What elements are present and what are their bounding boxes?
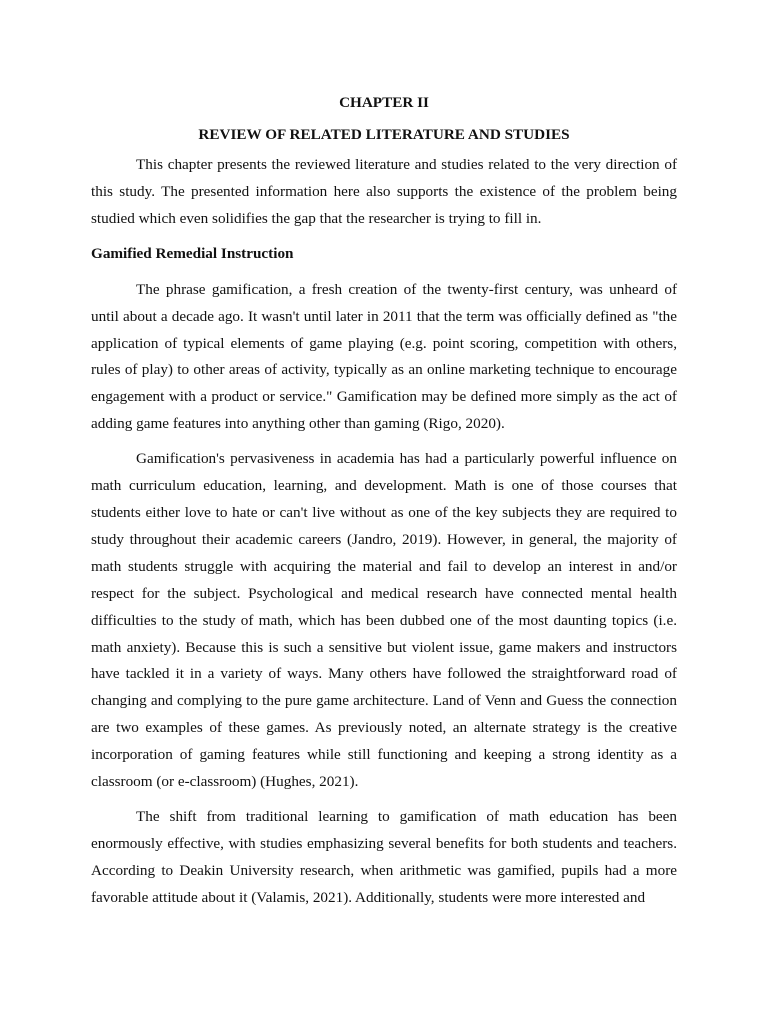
chapter-title: REVIEW OF RELATED LITERATURE AND STUDIES — [198, 126, 570, 143]
section-heading: Gamified Remedial Instruction — [91, 244, 294, 262]
intro-paragraph: This chapter presents the reviewed literature and studies related to the very direction of this study. The presented information here also supports the existence of the problem being studied which even solidifies the gap that the researcher is trying to fill in. — [91, 156, 677, 227]
body-paragraph: The shift from traditional learning to gamification of math education has been enormously effective, with studies emphasizing several benefits for both students and teachers. According to Deakin University research, when arithmetic was gamified, pupils had a more favorable attitude about it (Valamis, 2021). Additionally, students were more interested and — [91, 807, 677, 906]
chapter-number: CHAPTER II — [339, 94, 429, 111]
page-content — [91, 90, 677, 912]
body-paragraph: The phrase gamification, a fresh creation of the twenty-first century, was unheard of until about a decade ago. It wasn't until later in 2011 that the term was officially defined as "the application of typical elements of game playing (e.g. point scoring, competition with others, rules of play) to other areas of activity, typically as an online marketing technique to encourage engagement with a product or service." Gamification may be defined more simply as the act of adding game features into anything other than gaming (Rigo, 2020). — [91, 280, 677, 433]
body-paragraph: Gamification's pervasiveness in academia has had a particularly powerful influence on math curriculum education, learning, and development. Math is one of those courses that students either love to hate or can't live without as one of the key subjects they are required to study throughout their academic careers (Jandro, 2019). However, in general, the majority of math students struggle with acquiring the material and fail to develop an interest in and/or respect for the subject. Psychological and medical research have connected mental health difficulties to the study of math, which has been dubbed one of the most daunting topics (i.e. math anxiety). Because this is such a sensitive but violent issue, game makers and instructors have tackled it in a variety of ways. Many others have followed the straightforward road of changing and complying to the pure game architecture. Land of Venn and Guess the connection are two examples of these games. As previously noted, an alternate strategy is the creative incorporation of gaming features while still functioning and keeping a strong identity as a classroom (or e-classroom) (Hughes, 2021). — [91, 450, 677, 791]
